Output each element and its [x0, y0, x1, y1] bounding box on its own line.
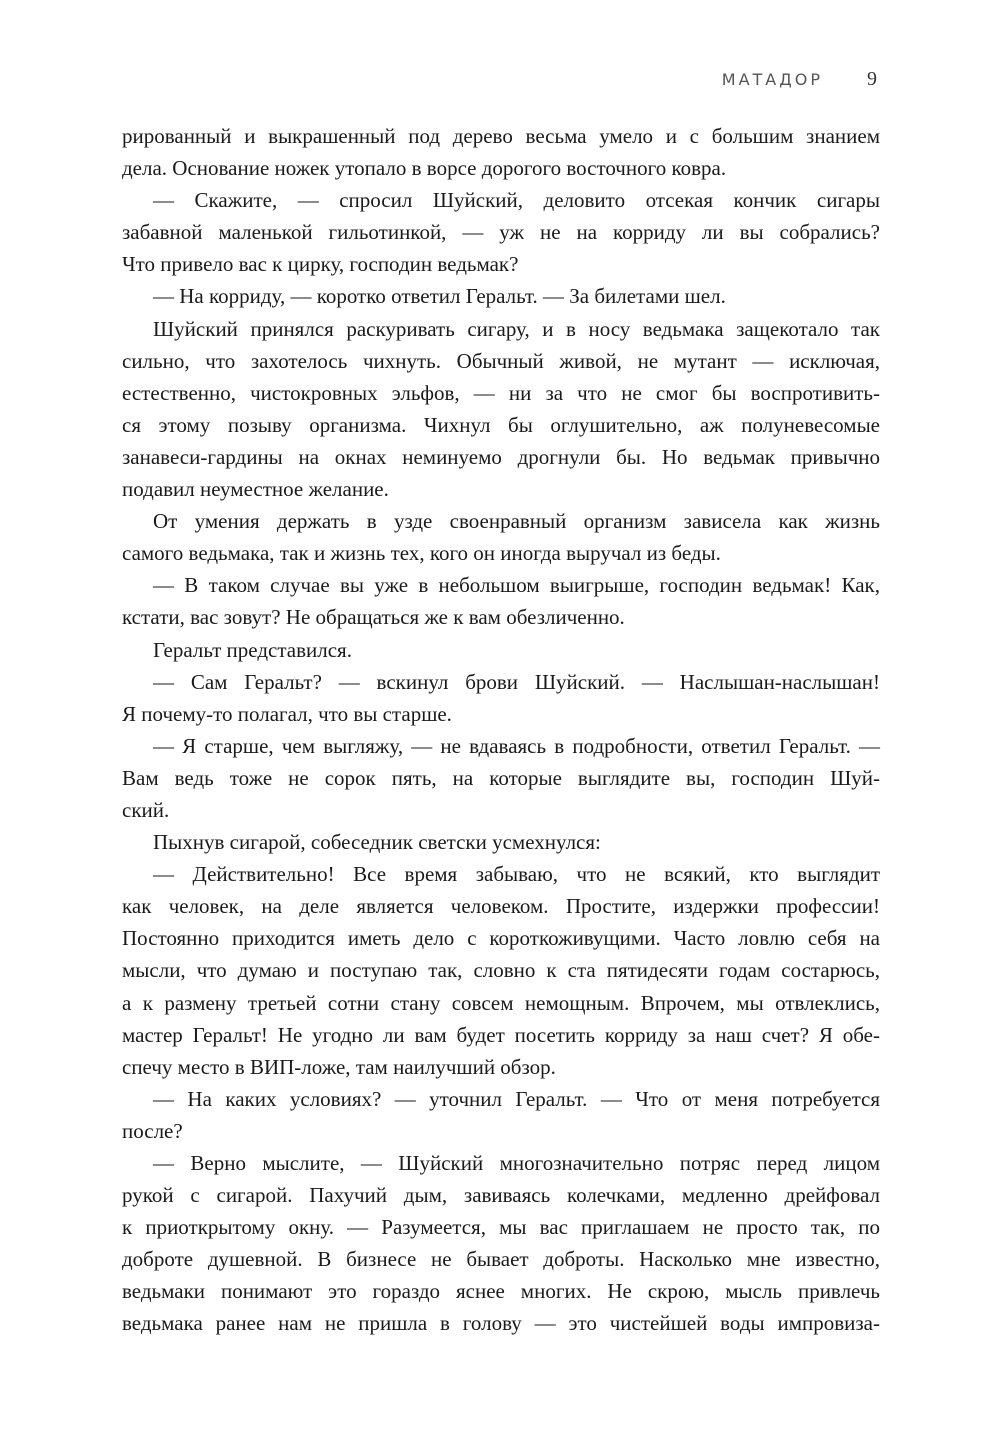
text-line: Геральт представился.: [153, 637, 352, 662]
text-line: Вам ведь тоже не сорок пять, на которые выглядите вы, господин Шуй-: [122, 765, 880, 790]
text-line: забавной маленькой гильотинкой, — уж не на корриду ли вы собрались?: [122, 220, 880, 245]
text-line: после?: [122, 1118, 183, 1143]
text-line: — Сам Геральт? — вскинул брови Шуйский. — Наслышан-наслышан!: [153, 669, 880, 694]
text-line: — Верно мыслите, — Шуйский многозначительно потряс перед лицом: [153, 1151, 880, 1175]
body-text: [122, 120, 880, 1340]
text-line: мастер Геральт! Не угодно ли вам будет посетить корриду за наш счет? Я обе-: [122, 1022, 880, 1047]
text-line: как человек, на деле является человеком. Простите, издержки профессии!: [122, 894, 880, 919]
text-line: Постоянно приходится иметь дело с короткоживущими. Часто ловлю себя на: [122, 926, 880, 951]
text-line: к приоткрытому окну. — Разумеется, мы вас приглашаем не просто так, по: [122, 1215, 880, 1240]
text-line: ся этому позыву организма. Чихнул бы оглушительно, аж полуневесомые: [122, 412, 880, 437]
text-line: доброте душевной. В бизнесе не бывает доброты. Насколько мне известно,: [122, 1247, 880, 1272]
text-line: дела. Основание ножек утопало в ворсе дорогого восточного ковра.: [122, 156, 727, 181]
text-line: — Я старше, чем выгляжу, — не вдаваясь в подробности, ответил Геральт. —: [153, 733, 880, 758]
text-line: самого ведьмака, так и жизнь тех, кого он иногда выручал из беды.: [122, 541, 721, 566]
text-line: сильно, что захотелось чихнуть. Обычный живой, не мутант — исключая,: [122, 348, 880, 373]
text-line: подавил неуместное желание.: [122, 477, 389, 502]
text-line: естественно, чистокровных эльфов, — ни за что не смог бы воспротивить-: [122, 380, 880, 405]
text-line: Что привело вас к цирку, господин ведьмак?: [122, 252, 519, 277]
text-line: ведьмака ранее нам не пришла в голову — это чистейшей воды импровиза-: [122, 1311, 880, 1336]
text-line: — На корриду, — коротко ответил Геральт. — За билетами шел.: [153, 284, 726, 309]
text-line: ведьмаки понимают это гораздо яснее многих. Не скрою, мысль привлечь: [122, 1279, 880, 1304]
text-line: спечу место в ВИП-ложе, там наилучший обзор.: [122, 1054, 556, 1079]
text-line: — Скажите, — спросил Шуйский, деловито отсекая кончик сигары: [153, 188, 880, 213]
text-line: рированный и выкрашенный под дерево весьма умело и с большим знанием: [122, 124, 880, 148]
text-line: — На каких условиях? — уточнил Геральт. — Что от меня потребуется: [153, 1086, 880, 1111]
page-number: 9: [867, 68, 877, 90]
text-line: — Действительно! Все время забываю, что не всякий, кто выглядит: [153, 862, 880, 887]
text-line: — В таком случае вы уже в небольшом выигрыше, господин ведьмак! Как,: [153, 573, 880, 598]
text-line: а к размену третьей сотни стану совсем немощным. Впрочем, мы отвлеклись,: [122, 990, 880, 1015]
text-line: Я почему-то полагал, что вы старше.: [122, 701, 452, 726]
text-line: кстати, вас зовут? Не обращаться же к вам обезличенно.: [122, 605, 625, 630]
running-header: [722, 68, 877, 91]
text-line: От умения держать в узде своенравный организм зависела как жизнь: [153, 509, 880, 534]
text-line: мысли, что думаю и поступаю так, словно к ста пятидесяти годам состарюсь,: [122, 958, 880, 983]
text-line: ский.: [122, 797, 170, 822]
text-line: рукой с сигарой. Пахучий дым, завиваясь колечками, медленно дрейфовал: [122, 1183, 880, 1208]
text-line: Пыхнув сигарой, собеседник светски усмехнулся:: [153, 830, 601, 855]
text-line: занавеси-гардины на окнах неминуемо дрогнули бы. Но ведьмак привычно: [122, 444, 880, 469]
running-title: МАТАДОР: [721, 70, 823, 89]
text-line: Шуйский принялся раскуривать сигару, и в носу ведьмака защекотало так: [153, 316, 880, 341]
